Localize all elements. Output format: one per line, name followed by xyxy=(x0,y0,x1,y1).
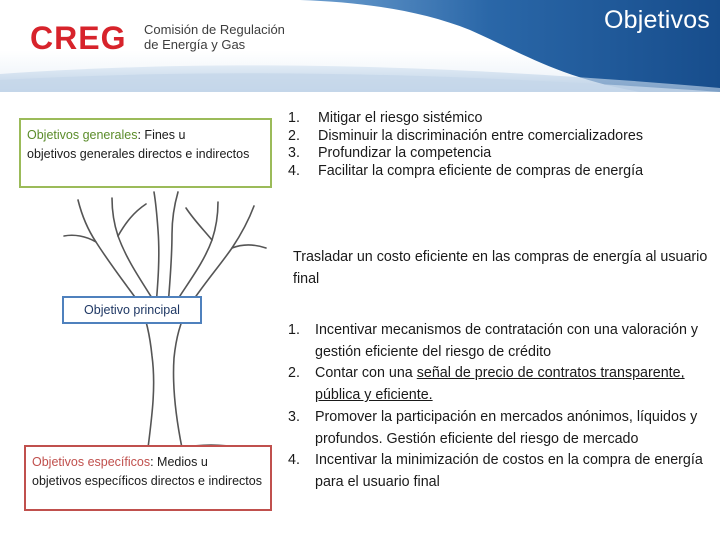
slide-title: Objetivos xyxy=(603,6,710,34)
specific-objectives-list xyxy=(288,320,708,494)
list-item: 2. Disminuir la discriminación entre comercializadores xyxy=(288,127,643,144)
general-objectives-keyword: Objetivos generales xyxy=(27,128,138,142)
list-item: 4. Incentivar la minimización de costos en la compra de energía para el usuario final xyxy=(288,452,703,490)
main-objective-text: Trasladar un costo eficiente en las compras de energía al usuario final xyxy=(293,249,708,287)
specific-objectives-box xyxy=(24,445,272,511)
specific-objectives-inline: : Medios u xyxy=(150,455,208,469)
logo-wordmark: CREG xyxy=(30,22,127,52)
general-objectives-inline: : Fines u xyxy=(137,128,186,142)
specific-objective-2-underlined: señal de precio de contratos transparente, pública y eficiente. xyxy=(315,365,685,404)
specific-objectives-description: objetivos específicos directos e indirectos xyxy=(32,474,262,488)
org-name xyxy=(144,22,285,52)
list-item: 2. Contar con una señal de precio de contratos transparente, pública y eficiente. xyxy=(288,365,685,404)
main-objective-label: Objetivo principal xyxy=(84,303,180,317)
list-item: 1. Mitigar el riesgo sistémico xyxy=(288,110,483,126)
list-item: 4. Facilitar la compra eficiente de compras de energía xyxy=(288,163,644,180)
creg-logo-mark xyxy=(30,22,134,52)
list-item: 1. Incentivar mecanismos de contratación con una valoración y gestión eficiente del riesgo de crédito xyxy=(288,322,699,360)
main-objective-box xyxy=(62,296,202,324)
specific-objectives-keyword: Objetivos específicos xyxy=(32,455,151,469)
general-objectives-box xyxy=(19,118,272,188)
org-name-line2: de Energía y Gas xyxy=(144,37,246,52)
general-objectives-list xyxy=(288,110,708,181)
creg-logo xyxy=(30,22,285,52)
specific-objective-2-pre: Contar con una xyxy=(315,365,417,382)
list-item: 3. Promover la participación en mercados anónimos, líquidos y profundos. Gestión eficiente del riesgo de mercado xyxy=(288,408,698,447)
list-item: 3. Profundizar la competencia xyxy=(288,145,492,162)
org-name-line1: Comisión de Regulación xyxy=(144,22,285,37)
general-objectives-description: objetivos generales directos e indirectos xyxy=(27,147,250,161)
header-banner xyxy=(0,0,720,92)
